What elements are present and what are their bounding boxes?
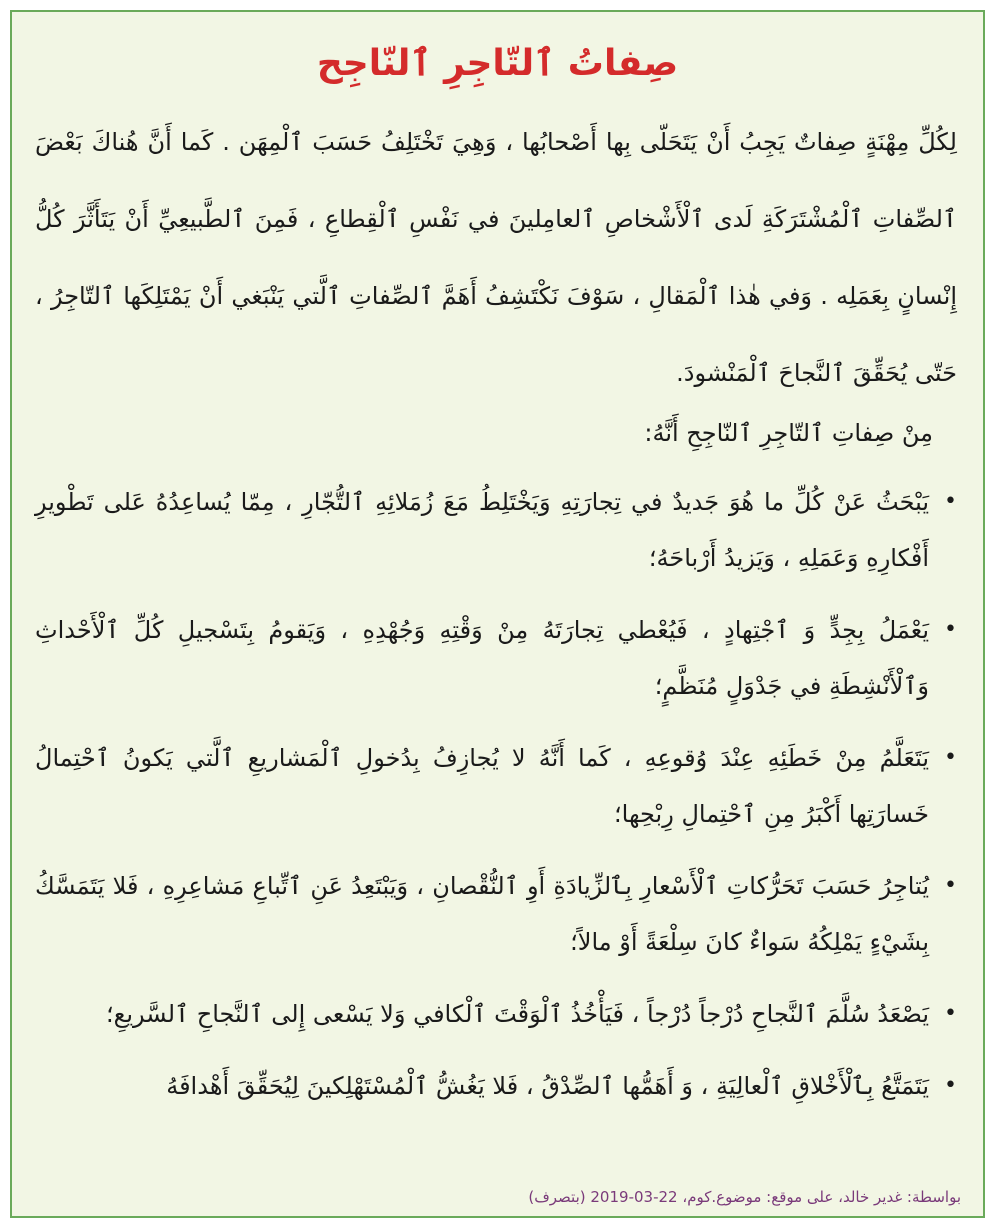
traits-list — [35, 474, 957, 1130]
list-item-text: يَتَعَلَّمُ مِنْ خَطَئِهِ عِنْدَ وُقوعِهِ ، كَما أَنَّهُ لا يُجازِفُ بِدُخولِ ٱلْمَشاريعِ ٱلَّتي يَكونُ ٱحْتِمالُ خَسارَتِها أَكْبَرُ مِنِ ٱحْتِمالِ رِبْحِها؛ — [35, 744, 929, 828]
list-item — [35, 986, 957, 1042]
list-item — [35, 730, 957, 842]
page-title: صِفاتُ ٱلتّاجِرِ ٱلنّاجِح — [316, 43, 679, 84]
list-item — [35, 858, 957, 970]
list-item-text: يَبْحَثُ عَنْ كُلِّ ما هُوَ جَديدٌ في تِجارَتِهِ وَيَخْتَلِطُ مَعَ زُمَلائِهِ ٱلتُّجّارِ ، مِمّا يُساعِدُهُ عَلى تَطْويرِ أَفْكارِهِ وَعَمَلِهِ ، وَيَزيدُ أَرْباحَهُ؛ — [35, 488, 929, 572]
list-item-text: يَصْعَدُ سُلَّمَ ٱلنَّجاحِ دُرْجاً دُرْجاً ، فَيَأْخُذُ ٱلْوَقْتَ ٱلْكافي وَلا يَسْعى إِلى ٱلنَّجاحِ ٱلسَّريعِ؛ — [105, 1000, 929, 1028]
list-item-text: يَعْمَلُ بِجِدٍّ وَ ٱجْتِهادٍ ، فَيُعْطي تِجارَتَهُ مِنْ وَقْتِهِ وَجُهْدِهِ ، وَيَقومُ بِتَسْجيلِ كُلِّ ٱلْأَحْداثِ وَٱلْأَنْشِطَةِ في جَدْوَلٍ مُنَظَّمٍ؛ — [35, 616, 929, 700]
list-item-text: يَتَمَتَّعُ بِٱلْأَخْلاقِ ٱلْعالِيَةِ ، وَ أَهَمُّها ٱلصِّدْقُ ، فَلا يَغُشُّ ٱلْمُسْتَهْلِكينَ لِيُحَقِّقَ أَهْدافَهُ — [166, 1072, 929, 1100]
intro-sentence: وَفي هٰذا ٱلْمَقالِ ، سَوْفَ نَكْتَشِفُ أَهَمَّ ٱلصِّفاتِ ٱلَّتي يَنْبَغي أَنْ يَمْتَلِكَها ٱلتّاجِرُ ، حَتّى يُحَقِّقَ ٱلنَّجاحَ ٱلْمَنْشودَ. — [35, 282, 957, 387]
bullet-icon: • — [944, 873, 957, 898]
bullet-icon: • — [944, 489, 957, 514]
bullet-icon: • — [944, 1001, 957, 1026]
source-credit: بواسطة: غدير خالد، على موقع: موضوع.كوم، 22-03-2019 (بتصرف) — [528, 1188, 961, 1206]
bullet-icon: • — [944, 1073, 957, 1098]
intro-paragraph — [35, 104, 957, 412]
bullet-icon: • — [944, 745, 957, 770]
list-item — [35, 602, 957, 714]
intro-sentence: لِكُلِّ مِهْنَةٍ صِفاتٌ يَجِبُ أَنْ يَتَحَلّى بِها أَصْحابُها ، وَهِيَ تَخْتَلِفُ حَسَبَ ٱلْمِهَن . كَما أَنَّ هُناكَ بَعْضَ ٱلصِّفاتِ ٱلْمُشْتَرَكَةِ لَدى ٱلْأَشْخاصِ ٱلعامِلينَ في نَفْسِ ٱلْقِطاعِ ، فَمِنَ ٱلطَّبيعِيِّ أَنْ يَتَأَثَّرَ كُلُّ إِنْسانٍ بِعَمَلِه . — [35, 128, 957, 310]
list-item-text: يُتاجِرُ حَسَبَ تَحَرُّكاتِ ٱلْأَسْعارِ بِٱلزِّيادَةِ أَوِ ٱلنُّقْصانِ ، وَيَبْتَعِدُ عَنِ ٱتِّباعِ مَشاعِرِهِ ، فَلا يَتَمَسَّكُ بِشَيْءٍ يَمْلِكُهُ سَواءٌ كانَ سِلْعَةً أَوْ مالاً؛ — [35, 872, 929, 956]
list-item — [35, 1058, 957, 1114]
bullet-icon: • — [944, 617, 957, 642]
list-lead: مِنْ صِفاتِ ٱلتّاجِرِ ٱلنّاجِحِ أَنَّهُ: — [644, 419, 933, 447]
list-item — [35, 474, 957, 586]
document-frame — [10, 10, 985, 1218]
